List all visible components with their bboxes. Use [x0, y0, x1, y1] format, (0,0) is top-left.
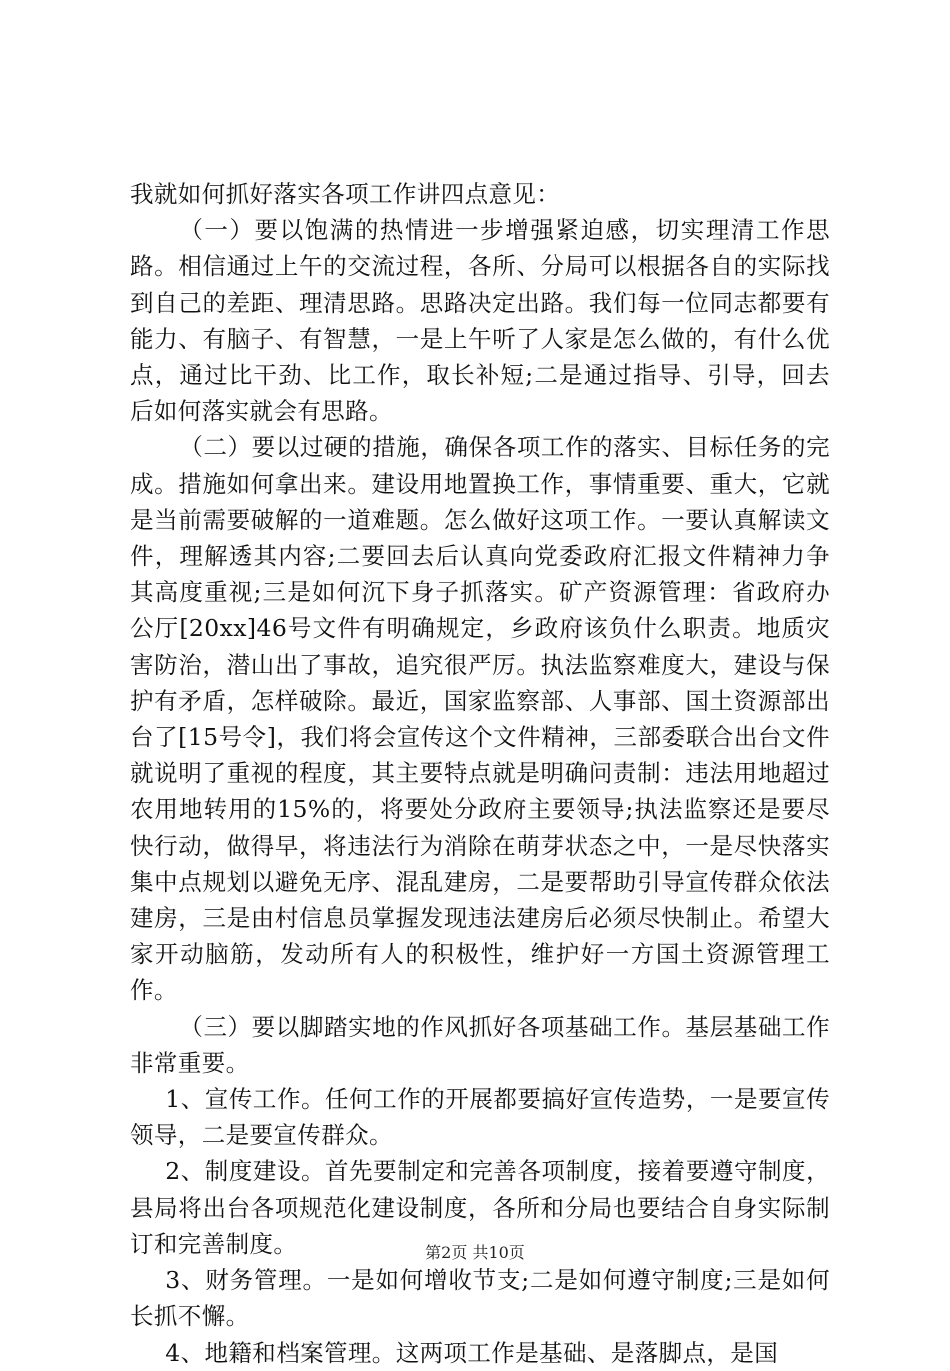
- paragraph: 2、制度建设。首先要制定和完善各项制度，接着要遵守制度，县局将出台各项规范化建设制度，各所和分局也要结合自身实际制订和完善制度。: [130, 1157, 830, 1258]
- paragraph: 我就如何抓好落实各项工作讲四点意见：: [130, 180, 561, 208]
- page-footer: [0, 1243, 950, 1263]
- paragraph: 1、宣传工作。任何工作的开展都要搞好宣传造势，一是要宣传领导，二是要宣传群众。: [130, 1085, 830, 1150]
- paragraph: 4、地籍和档案管理。这两项工作是基础、是落脚点，是国: [165, 1338, 779, 1367]
- paragraph: （三）要以脚踏实地的作风抓好各项基础工作。基层基础工作非常重要。: [130, 1012, 830, 1077]
- paragraph: （二）要以过硬的措施，确保各项工作的落实、目标任务的完成。措施如何拿出来。建设用地置换工作，事情重要、重大，它就是当前需要破解的一道难题。怎么做好这项工作。一要认真解读文件，理解透其内容;二要回去后认真向党委政府汇报文件精神力争其高度重视;三是如何沉下身子抓落实。矿产资源管理：省政府办公厅[20xx]46号文件有明确规定，乡政府该负什么职责。地质灾害防治，潜山出了事故，追究很严厉。执法监察难度大，建设与保护有矛盾，怎样破除。最近，国家监察部、人事部、国土资源部出台了[15号令]，我们将会宣传这个文件精神，三部委联合出台文件就说明了重视的程度，其主要特点就是明确问责制：违法用地超过农用地转用的15%的，将要处分政府主要领导;执法监察还是要尽快行动，做得早，将违法行为消除在萌芽状态之中，一是尽快落实集中点规划以避免无序、混乱建房，二是要帮助引导宣传群众依法建房，三是由村信息员掌握发现违法建房后必须尽快制止。希望大家开动脑筋，发动所有人的积极性，维护好一方国土资源管理工作。: [130, 433, 830, 1005]
- paragraph: （一）要以饱满的热情进一步增强紧迫感，切实理清工作思路。相信通过上午的交流过程，各所、分局可以根据各自的实际找到自己的差距、理清思路。思路决定出路。我们每一位同志都要有能力、有脑子、有智慧，一是上午听了人家是怎么做的，有什么优点，通过比干劲、比工作，取长补短;二是通过指导、引导，回去后如何落实就会有思路。: [130, 216, 830, 426]
- page-number-label: 第2页 共10页: [425, 1243, 525, 1262]
- paragraph: 3、财务管理。一是如何增收节支;二是如何遵守制度;三是如何长抓不懈。: [130, 1266, 830, 1331]
- document-body: [130, 176, 830, 1371]
